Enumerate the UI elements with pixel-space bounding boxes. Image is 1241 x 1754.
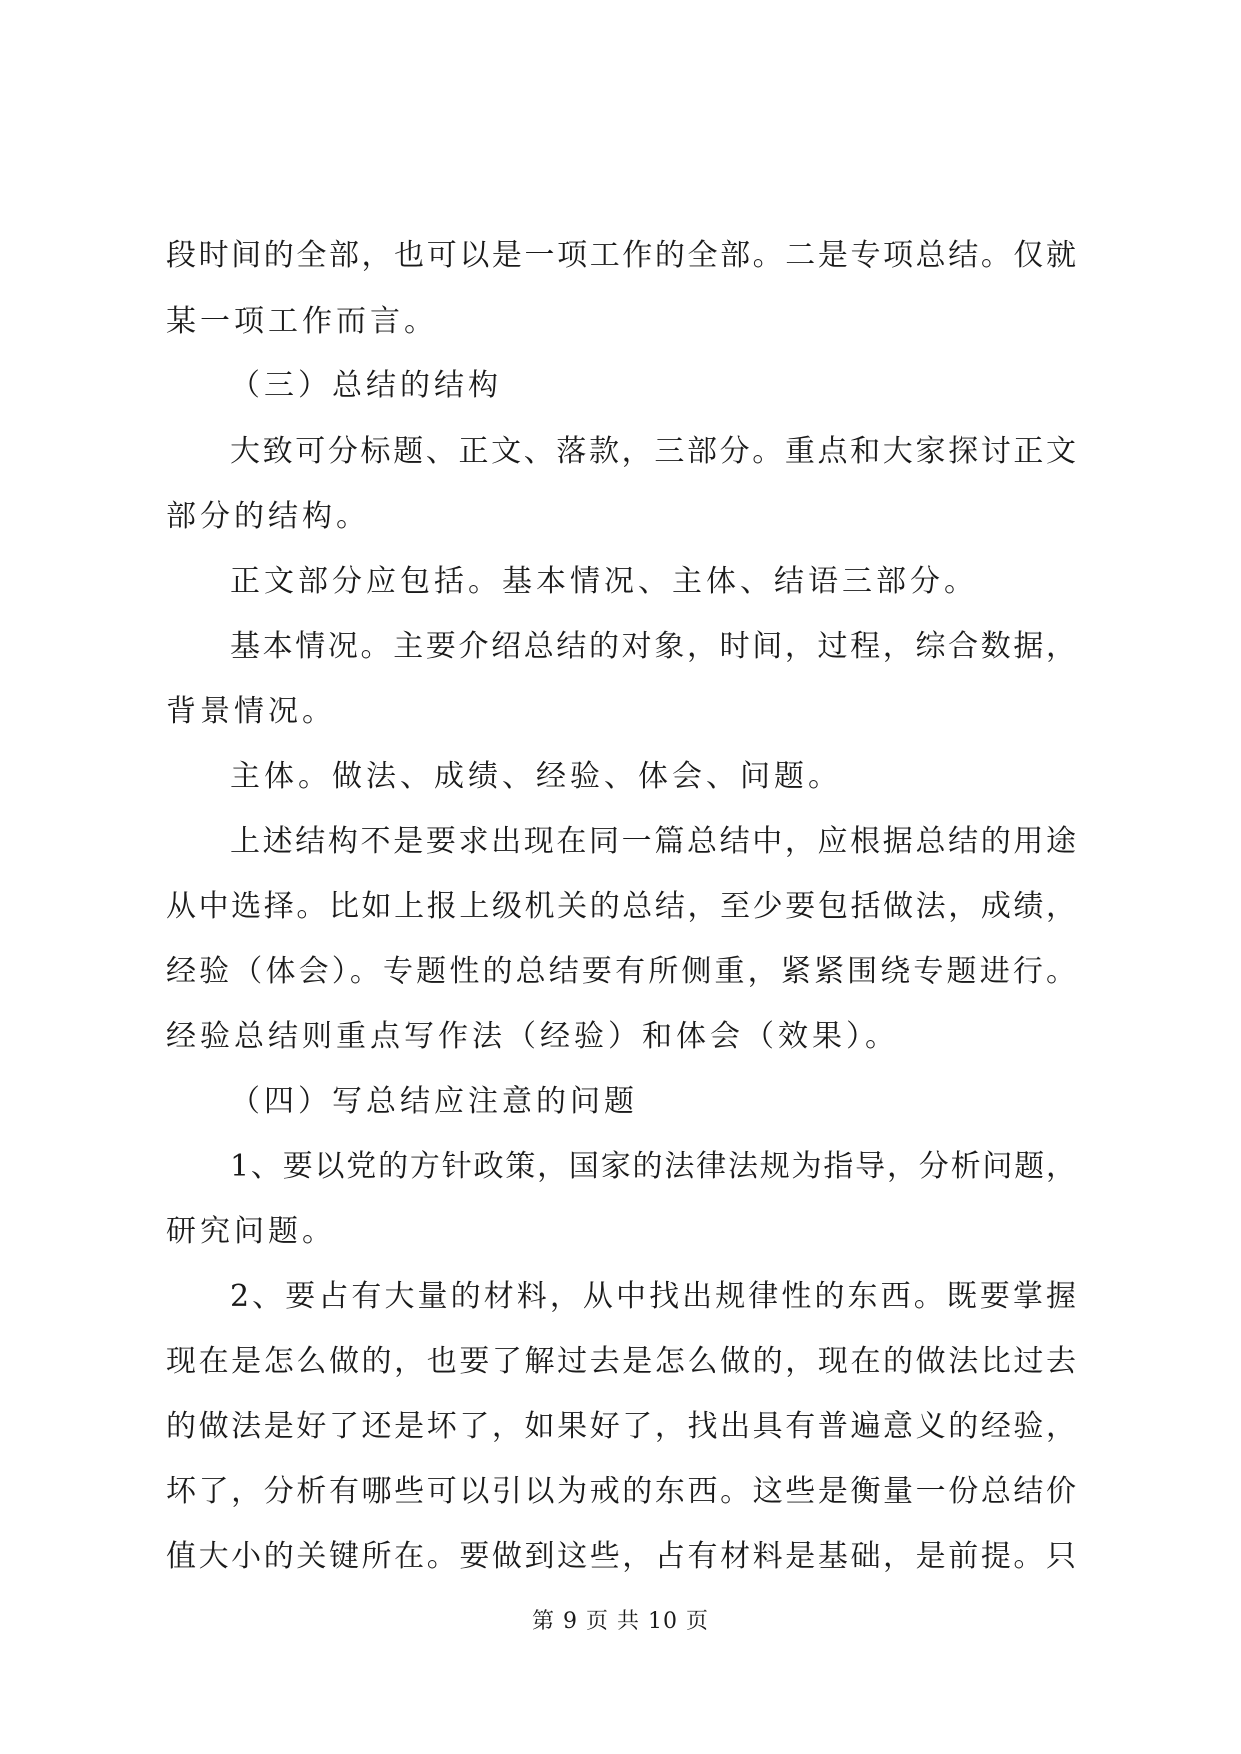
body-text-line: 部分的结构。 [166, 499, 370, 534]
body-text-line: 现在是怎么做的，也要了解过去是怎么做的，现在的做法比过去 [166, 1344, 1076, 1379]
body-text-line: 从中选择。比如上报上级机关的总结，至少要包括做法，成绩， [166, 889, 1076, 924]
body-text-line: 研究问题。 [166, 1214, 336, 1249]
body-text-line: 值大小的关键所在。要做到这些，占有材料是基础，是前提。只 [166, 1539, 1076, 1574]
page-number-footer: 第 9 页 共 10 页 [532, 1609, 709, 1634]
paragraph-text-line: 1、要以党的方针政策，国家的法律法规为指导，分析问题， [230, 1149, 1076, 1184]
paragraph-text-line: 2、要占有大量的材料，从中找出规律性的东西。既要掌握 [230, 1279, 1076, 1314]
section-heading: （三）总结的结构 [230, 368, 502, 403]
body-text-line: 经验总结则重点写作法（经验）和体会（效果）。 [166, 1019, 899, 1054]
body-text-line: 坏了，分析有哪些可以引以为戒的东西。这些是衡量一份总结价 [166, 1474, 1076, 1509]
paragraph-text-line: 上述结构不是要求出现在同一篇总结中，应根据总结的用途 [230, 824, 1076, 859]
body-text-line: 段时间的全部，也可以是一项工作的全部。二是专项总结。仅就 [166, 238, 1076, 273]
body-text-line: 经验（体会）。专题性的总结要有所侧重，紧紧围绕专题进行。 [166, 954, 1076, 989]
paragraph-text-line: 正文部分应包括。基本情况、主体、结语三部分。 [230, 564, 978, 599]
body-text-line: 的做法是好了还是坏了，如果好了，找出具有普遍意义的经验， [166, 1409, 1076, 1444]
body-text-line: 某一项工作而言。 [166, 304, 438, 339]
paragraph-text-line: 主体。做法、成绩、经验、体会、问题。 [230, 759, 842, 794]
paragraph-text-line: 基本情况。主要介绍总结的对象，时间，过程，综合数据， [230, 629, 1076, 664]
paragraph-text-line: 大致可分标题、正文、落款，三部分。重点和大家探讨正文 [230, 434, 1076, 469]
section-heading: （四）写总结应注意的问题 [230, 1084, 638, 1119]
body-text-line: 背景情况。 [166, 694, 336, 729]
